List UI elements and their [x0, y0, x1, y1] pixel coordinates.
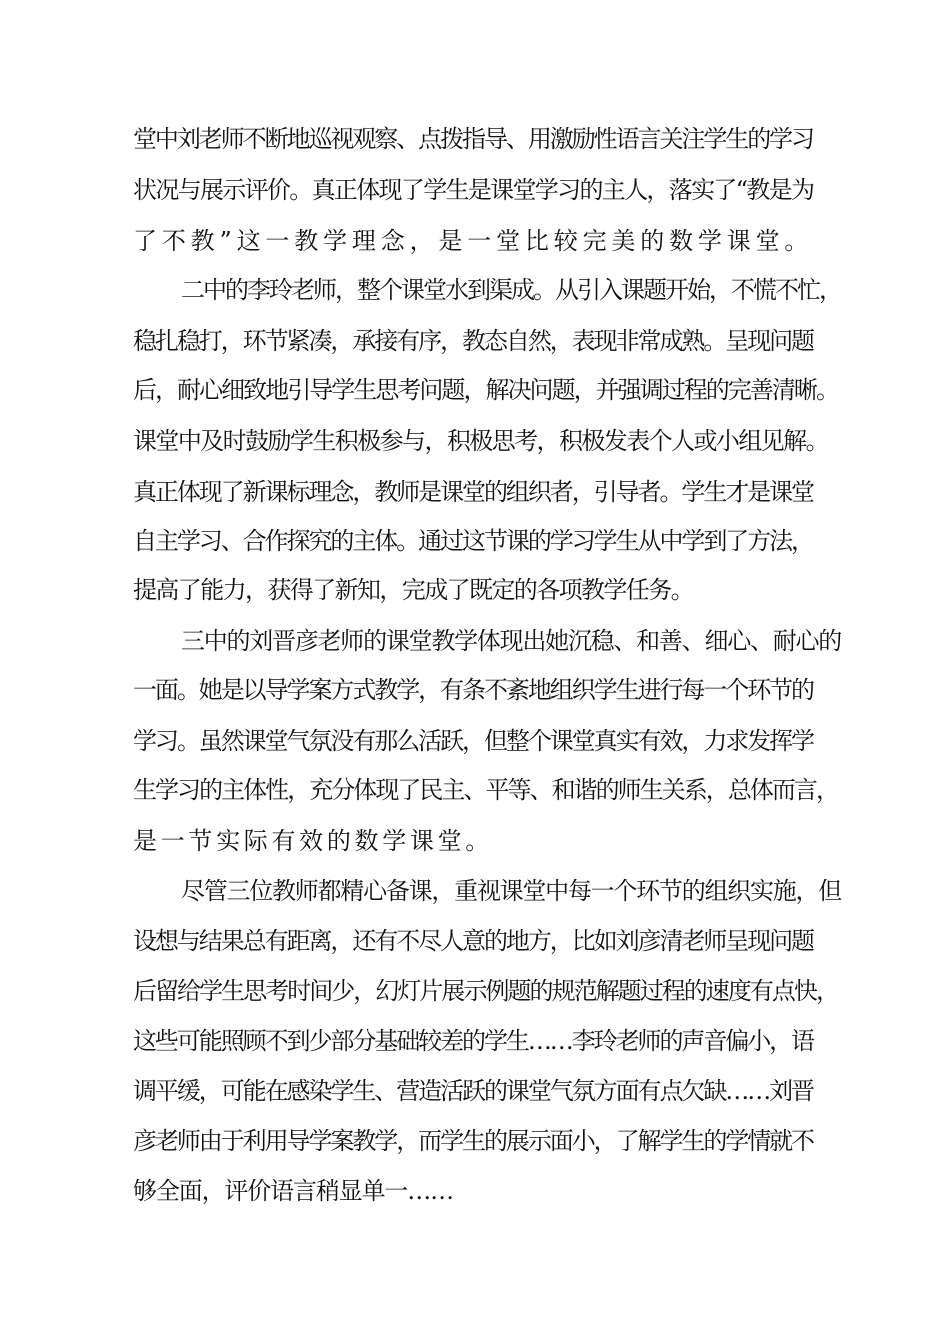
paragraph-4-line-5: 调平缓，可能在感染学生、营造活跃的课堂气氛方面有点欠缺……刘晋	[133, 1077, 813, 1105]
paragraph-4-line-1: 尽管三位教师都精心备课，重视课堂中每一个环节的组织实施，但	[181, 877, 841, 905]
paragraph-2-line-1: 二中的李玲老师，整个课堂水到渠成。从引入课题开始，不慌不忙，	[181, 276, 841, 304]
paragraph-2-line-4: 课堂中及时鼓励学生积极参与，积极思考，积极发表个人或小组见解。	[133, 427, 828, 455]
paragraph-1-line-1: 堂中刘老师不断地巡视观察、点拨指导、用激励性语言关注学生的学习	[133, 125, 813, 153]
paragraph-3-line-4: 生学习的主体性，充分体现了民主、平等、和谐的师生关系，总体而言，	[133, 776, 838, 804]
paragraph-1-line-3: 了不教”这一教学理念，是一堂比较完美的数学课堂。	[133, 227, 814, 255]
paragraph-4-line-7: 够全面，评价语言稍显单一……	[133, 1177, 453, 1205]
paragraph-4-line-2: 设想与结果总有距离，还有不尽人意的地方，比如刘彦清老师呈现问题	[133, 927, 813, 955]
paragraph-3-line-1: 三中的刘晋彦老师的课堂教学体现出她沉稳、和善、细心、耐心的	[181, 627, 841, 655]
paragraph-2-line-2: 稳扎稳打，环节紧凑，承接有序，教态自然，表现非常成熟。呈现问题	[133, 327, 813, 355]
paragraph-4-line-4: 这些可能照顾不到少部分基础较差的学生……李玲老师的声音偏小，语	[133, 1027, 813, 1055]
paragraph-2-line-6: 自主学习、合作探究的主体。通过这节课的学习学生从中学到了方法，	[133, 527, 813, 555]
paragraph-3-line-5: 是一节实际有效的数学课堂。	[133, 827, 493, 855]
paragraph-2-line-7: 提高了能力，获得了新知，完成了既定的各项教学任务。	[133, 576, 693, 604]
paragraph-3-line-2: 一面。她是以导学案方式教学，有条不紊地组织学生进行每一个环节的	[133, 676, 813, 704]
paragraph-2-line-3: 后，耐心细致地引导学生思考问题，解决问题，并强调过程的完善清晰。	[133, 376, 838, 404]
paragraph-3-line-3: 学习。虽然课堂气氛没有那么活跃，但整个课堂真实有效，力求发挥学	[133, 727, 813, 755]
paragraph-2-line-5: 真正体现了新课标理念，教师是课堂的组织者，引导者。学生才是课堂	[133, 478, 813, 506]
paragraph-4-line-6: 彦老师由于利用导学案教学，而学生的展示面小，了解学生的学情就不	[133, 1127, 813, 1155]
paragraph-4-line-3: 后留给学生思考时间少，幻灯片展示例题的规范解题过程的速度有点快，	[133, 977, 838, 1005]
paragraph-1-line-2: 状况与展示评价。真正体现了学生是课堂学习的主人，落实了“教是为	[133, 176, 814, 204]
